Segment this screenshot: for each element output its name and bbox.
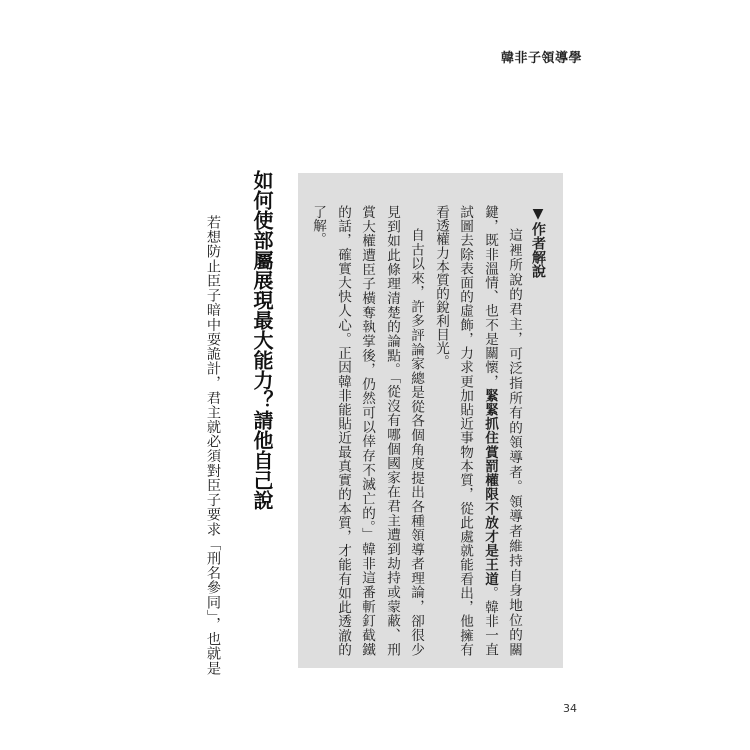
author-note-line: 了解。 <box>310 205 326 246</box>
author-note-line: 賞大權遭臣子橫奪執掌後，仍然可以倖存不滅亡的。」韓非這番斬釘截鐵 <box>359 205 375 656</box>
author-note-line-text: 鍵，既非溫情、也不是關懷， <box>482 205 498 389</box>
author-note-line: 的話，確實大快人心。正因韓非能貼近最真實的本質，才能有如此透澈的 <box>335 205 351 656</box>
author-note-line: 見到如此條理清楚的論點。「從沒有哪個國家在君主遭到劫持或蒙蔽、刑 <box>384 205 400 656</box>
section-body-text: 若想防止臣子暗中耍詭計，君主就必須對臣子要求「刑名參同」，也就是 <box>205 215 221 675</box>
author-note-emphasis: 緊緊抓住賞罰權限不放才是王道 <box>482 388 498 586</box>
author-note-line-text: 。韓非一直 <box>482 585 498 656</box>
author-note-line: 自古以來，許多評論家總是從各個角度提出各種領導者理論，卻很少 <box>408 228 424 656</box>
running-title: 韓非子領導學 <box>500 51 582 66</box>
section-heading: 如何使部屬展現最大能力？請他自己說 <box>250 170 274 510</box>
author-note-line: 看透權力本質的銳利目光。 <box>433 205 449 369</box>
author-note-heading: ▼作者解說 <box>530 206 546 278</box>
author-note-line <box>481 205 499 656</box>
page-number: 34 <box>563 702 577 715</box>
author-note-line: 試圖去除表面的虛飾，力求更加貼近事物本質，從此處就能看出，他擁有 <box>457 205 473 656</box>
author-note-line: 這裡所說的君主，可泛指所有的領導者。領導者維持自身地位的關 <box>506 228 522 656</box>
